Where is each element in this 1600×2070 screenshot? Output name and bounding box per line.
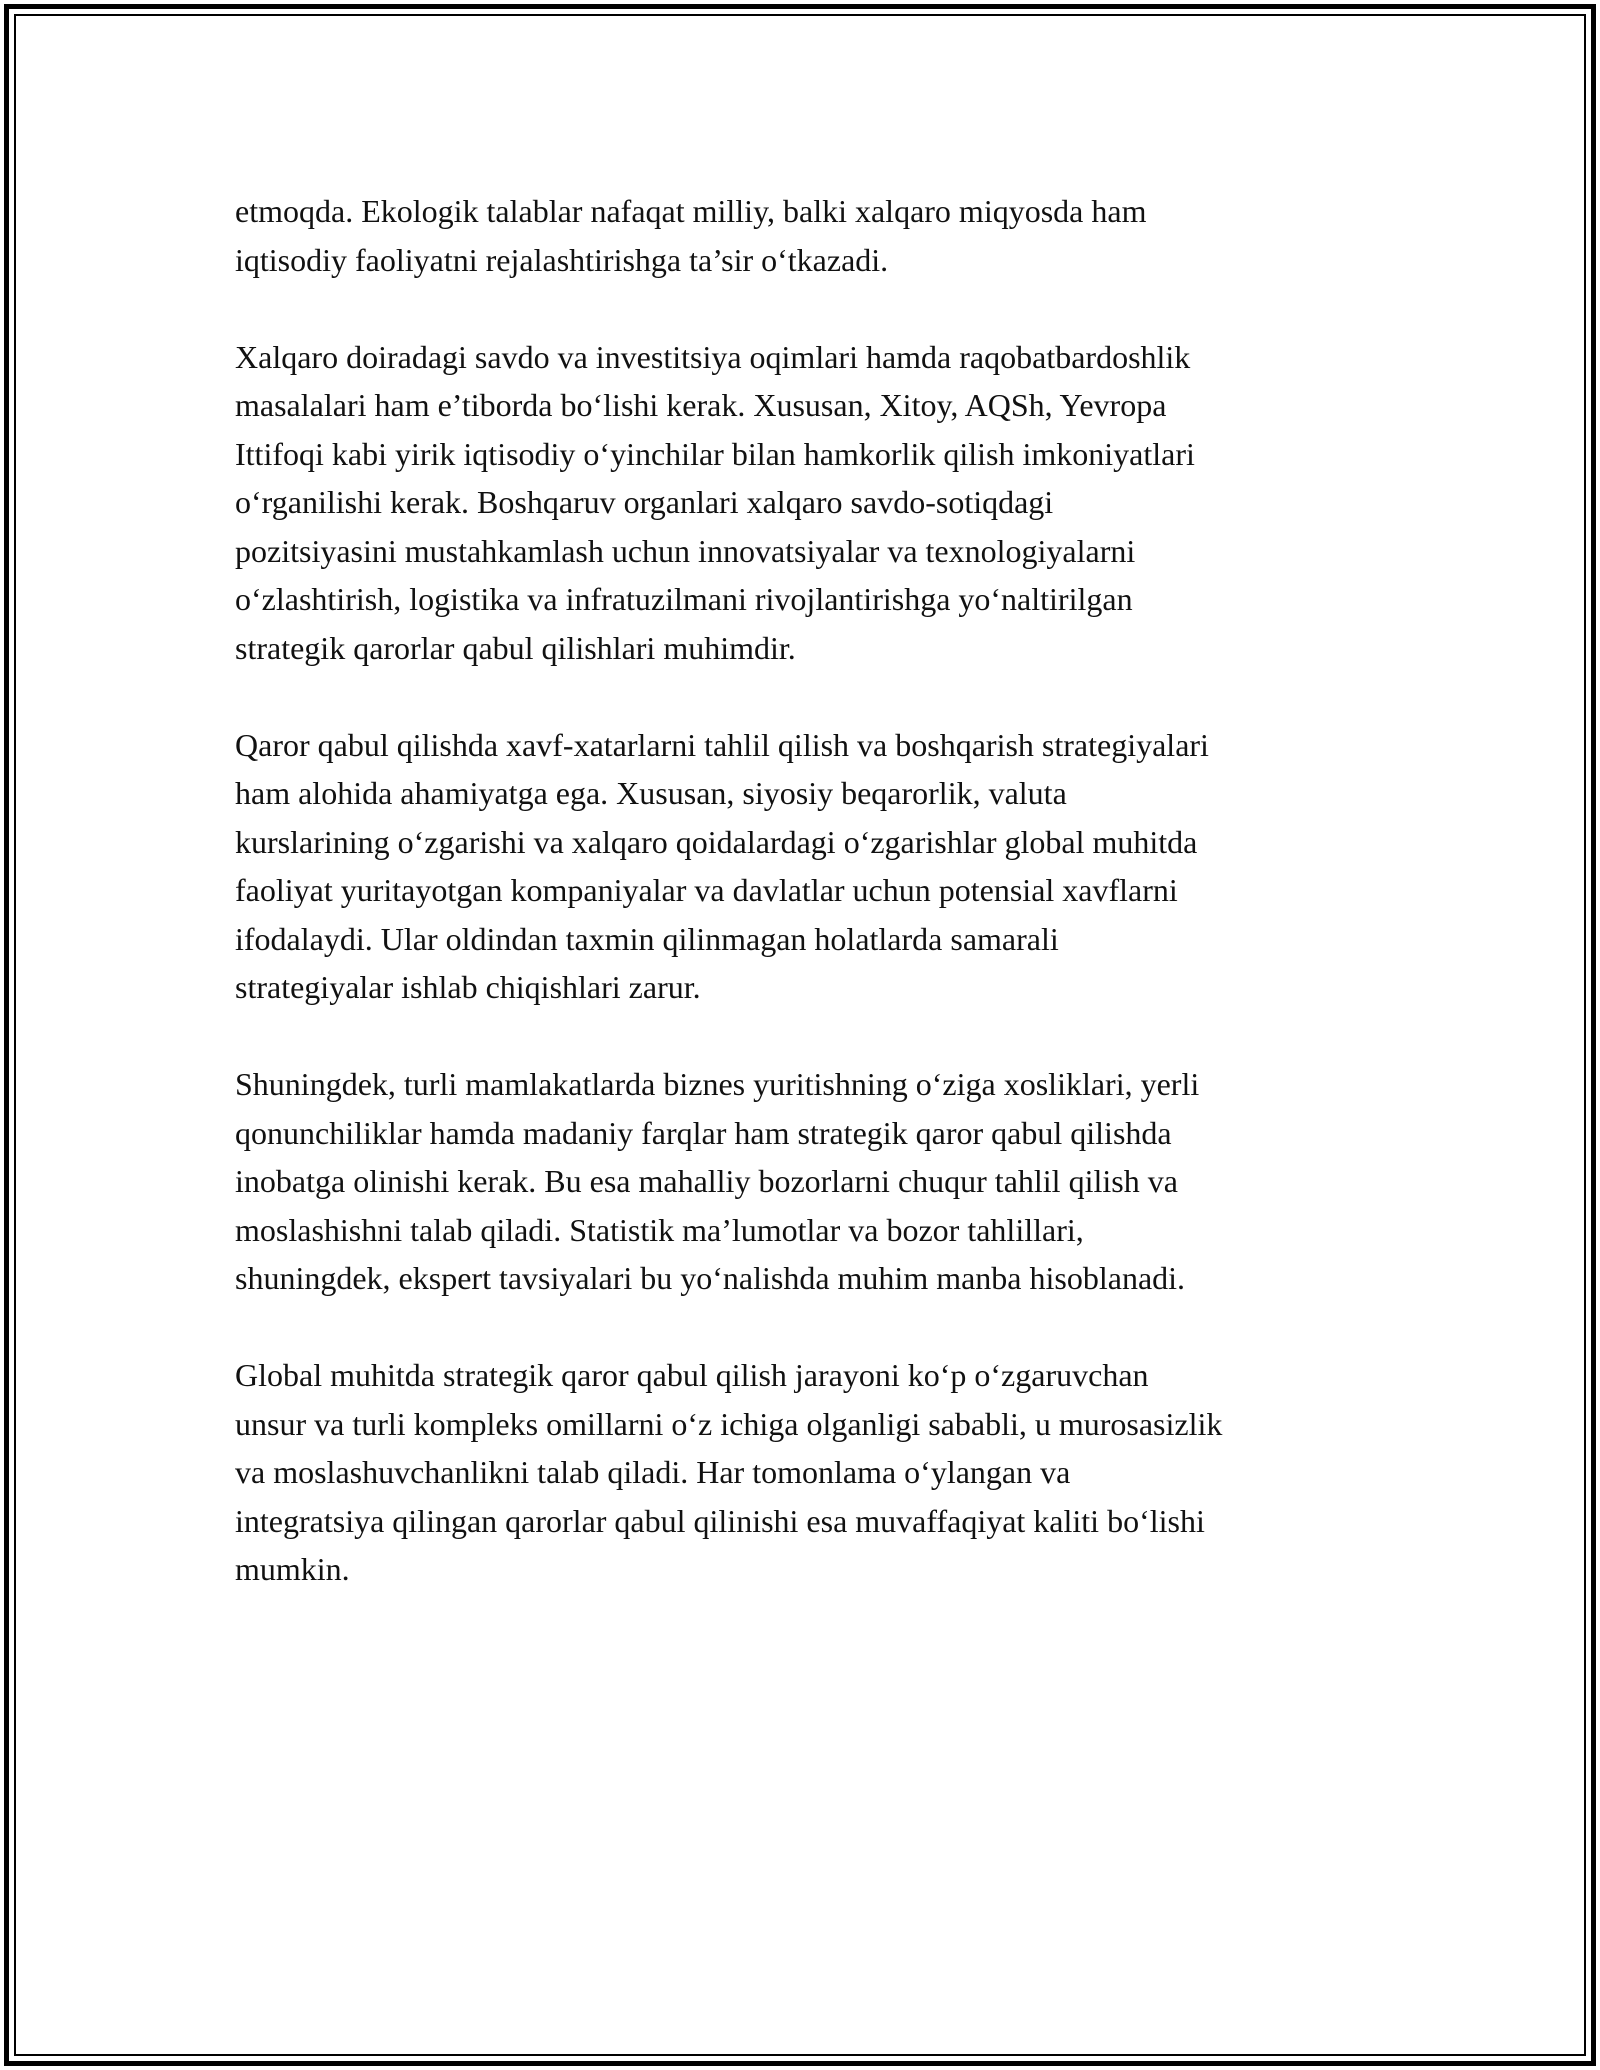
text-line: inobatga olinishi kerak. Bu esa mahalliy bozorlarni chuqur tahlil qilish va [235,1163,1178,1199]
text-line: Ittifoqi kabi yirik iqtisodiy o‘yinchilar bilan hamkorlik qilish imkoniyatlari [235,435,1195,472]
paragraph-3 [235,721,1375,1012]
text-line: kurslarining o‘zgarishi va xalqaro qoidalardagi o‘zgarishlar global muhitda [235,823,1198,860]
text-line: iqtisodiy faoliyatni rejalashtirishga ta’sir o‘tkazadi. [235,241,889,278]
text-line: integratsiya qilingan qarorlar qabul qilinishi esa muvaffaqiyat kaliti bo‘lishi [235,1502,1205,1539]
paragraph-2 [235,333,1375,673]
text-line: ham alohida ahamiyatga ega. Xususan, siyosiy beqarorlik, valuta [235,775,1067,811]
text-line: Qaror qabul qilishda xavf-xatarlarni tahlil qilish va boshqarish strategiyalari [235,726,1209,763]
paragraph-5 [235,1351,1375,1594]
text-line: Xalqaro doiradagi savdo va investitsiya oqimlari hamda raqobatbardoshlik [235,338,1191,375]
text-line: pozitsiyasini mustahkamlash uchun innovatsiyalar va texnologiyalarni [235,532,1136,569]
text-line: ifodalaydi. Ular oldindan taxmin qilinmagan holatlarda samarali [235,920,1059,957]
text-line: faoliyat yuritayotgan kompaniyalar va davlatlar uchun potensial xavflarni [235,872,1178,908]
text-line: masalalari ham e’tiborda bo‘lishi kerak. Xususan, Xitoy, AQSh, Yevropa [235,387,1167,423]
text-line: o‘zlashtirish, logistika va infratuzilmani rivojlantirishga yo‘naltirilgan [235,581,1133,617]
paragraph-1 [235,187,1375,284]
text-line: strategiyalar ishlab chiqishlari zarur. [235,969,701,1005]
paragraph-4 [235,1060,1375,1303]
text-line: unsur va turli kompleks omillarni o‘z ichiga olganligi sababli, u murosasizlik [235,1405,1223,1442]
text-line: strategik qarorlar qabul qilishlari muhimdir. [235,629,796,666]
text-line: shuningdek, ekspert tavsiyalari bu yo‘nalishda muhim manba hisoblanadi. [235,1260,1186,1296]
text-line: etmoqda. Ekologik talablar nafaqat milliy, balki xalqaro miqyosda ham [235,193,1147,229]
text-line: moslashishni talab qiladi. Statistik ma’lumotlar va bozor tahlillari, [235,1211,1084,1248]
text-line: va moslashuvchanlikni talab qiladi. Har tomonlama o‘ylangan va [235,1454,1071,1490]
document-body [235,187,1375,1642]
text-line: mumkin. [235,1551,350,1587]
text-line: Shuningdek, turli mamlakatlarda biznes yuritishning o‘ziga xosliklari, yerli [235,1066,1200,1102]
text-line: qonunchiliklar hamda madaniy farqlar ham strategik qaror qabul qilishda [235,1114,1172,1151]
text-line: Global muhitda strategik qaror qabul qilish jarayoni ko‘p o‘zgaruvchan [235,1357,1149,1393]
text-line: o‘rganilishi kerak. Boshqaruv organlari xalqaro savdo-sotiqdagi [235,484,1054,520]
